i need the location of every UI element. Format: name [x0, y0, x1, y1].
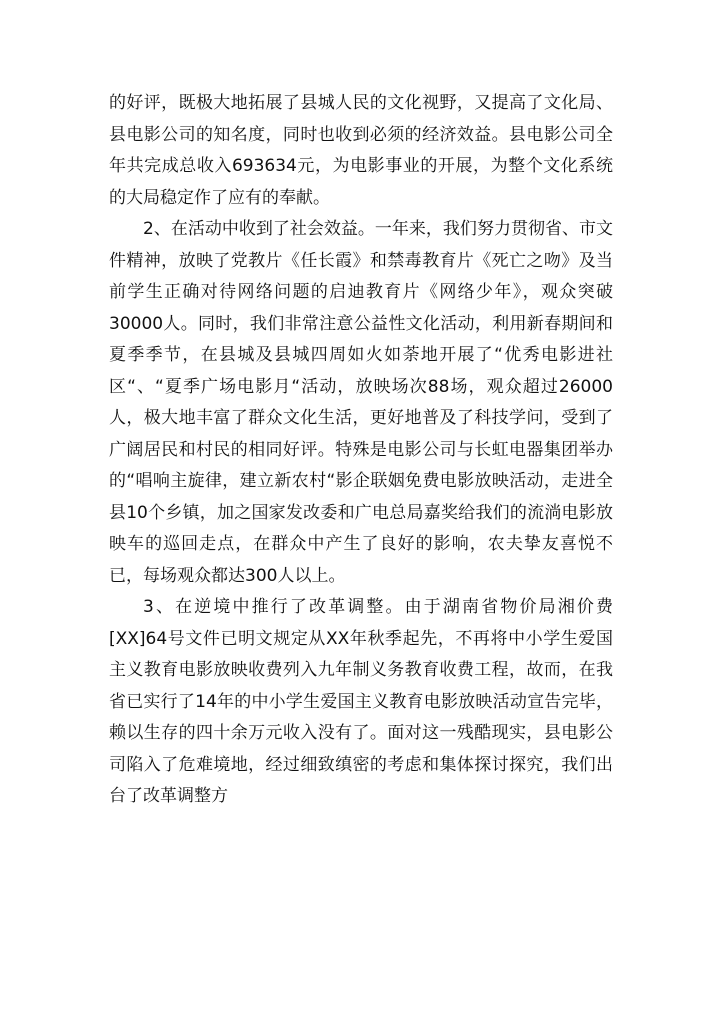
- paragraph-continuation: 的好评，既极大地拓展了县城人民的文化视野，又提高了文化局、县电影公司的知名度，同时也收到必须的经济效益。县电影公司全年共完成总收入693634元，为电影事业的开展，为整个文化系统的大局稳定作了应有的奉献。: [109, 93, 613, 208]
- paragraph-item-3: 3、在逆境中推行了改革调整。由于湖南省物价局湘价费[XX]64号文件已明文规定从XX年秋季起先，不再将中小学生爱国主义教育电影放映收费列入九年制义务教育收费工程，故而，在我省已实行了14年的中小学生爱国主义教育电影放映活动宣告完毕，赖以生存的四十余万元收入没有了。面对这一残酷现实，县电影公司陷入了危难境地，经过细致缜密的考虑和集体探讨探究，我们出台了改革调整方: [109, 597, 613, 806]
- paragraph-item-2: 2、在活动中收到了社会效益。一年来，我们努力贯彻省、市文件精神，放映了党教片《任长霞》和禁毒教育片《死亡之吻》及当前学生正确对待网络问题的启迪教育片《网络少年》，观众突破30000人。同时，我们非常注意公益性文化活动，利用新春期间和夏季季节，在县城及县城四周如火如荼地开展了“优秀电影进社区“、“夏季广场电影月“活动，放映场次88场，观众超过26000人，极大地丰富了群众文化生活，更好地普及了科技学问，受到了广阔居民和村民的相同好评。特殊是电影公司与长虹电器集团举办的“唱响主旋律，建立新农村“影企联姻免费电影放映活动，走进全县10个乡镇，加之国家发改委和广电总局嘉奖给我们的流淌电影放映车的巡回走点，在群众中产生了良好的影响，农夫挚友喜悦不已，每场观众都达300人以上。: [109, 219, 613, 586]
- document-body: [109, 88, 613, 813]
